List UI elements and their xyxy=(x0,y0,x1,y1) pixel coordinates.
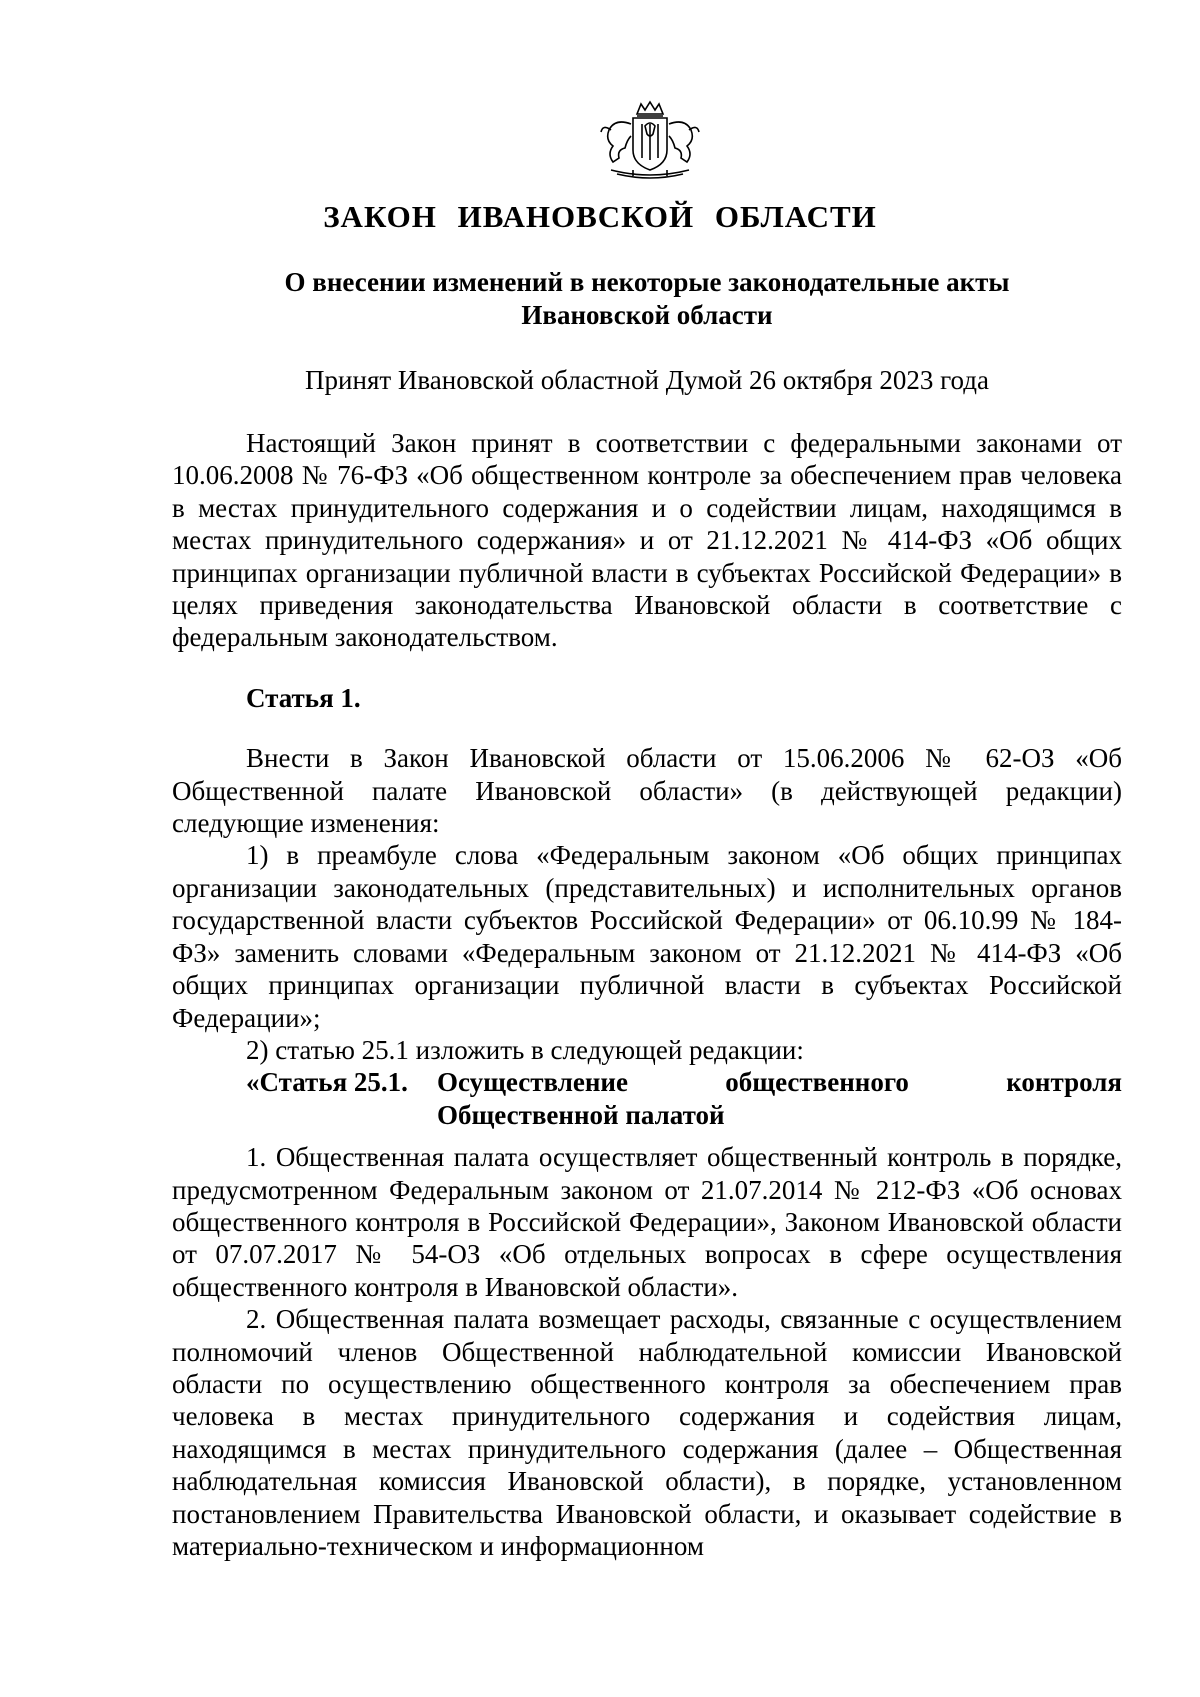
article-25-1-number: «Статья 25.1. xyxy=(246,1067,408,1098)
article-25-1-title-word: Осуществление xyxy=(437,1067,628,1098)
law-body xyxy=(172,427,1122,1562)
law-title-word: ЗАКОН xyxy=(323,199,437,234)
subtitle-line: Ивановской области xyxy=(521,300,773,330)
article-25-1-heading xyxy=(246,1066,1122,1131)
subtitle-line: О внесении изменений в некоторые законодательные акты xyxy=(284,267,1010,297)
article-25-1-para-2: 2. Общественная палата возмещает расходы, связанные с осуществлением полномочий членов Общественной наблюдательной комиссии Ивановской области по осуществлению общественного контроля за обеспечением прав человека в местах принудительного содержания и содействия лицам, находящимся в местах принудительного содержания (далее – Общественная наблюдательная комиссия Ивановской области), в порядке, установленном постановлением Правительства Ивановской области, и оказывает содействие в материально-техническом и информационном xyxy=(172,1304,1122,1561)
law-subtitle xyxy=(172,266,1122,332)
adoption-date-line: Принят Ивановской областной Думой 26 октября 2023 года xyxy=(305,365,989,395)
law-title xyxy=(0,199,1200,235)
article-25-1-title-word: общественного xyxy=(725,1067,909,1098)
article-1-heading: Статья 1. xyxy=(246,682,361,713)
article-1-item-2: 2) статью 25.1 изложить в следующей редакции: xyxy=(246,1034,804,1065)
law-title-word: ИВАНОВСКОЙ xyxy=(457,199,695,234)
article-25-1-para-1: 1. Общественная палата осуществляет общественный контроль в порядке, предусмотренном Федеральным законом от 21.07.2014 № 212-ФЗ «Об основах общественного контроля в Российской Федерации», Законом Ивановской области от 07.07.2017 № 54-ОЗ «Об отдельных вопросах в сфере осуществления общественного контроля в Ивановской области». xyxy=(172,1142,1122,1302)
article-1-intro: Внести в Закон Ивановской области от 15.06.2006 № 62-ОЗ «Об Общественной палате Ивановской области» (в действующей редакции) следующие изменения: xyxy=(172,743,1122,839)
article-25-1-title xyxy=(437,1066,1122,1131)
law-title-word: ОБЛАСТИ xyxy=(714,199,877,234)
article-25-1-title-line: Общественной палатой xyxy=(437,1099,725,1130)
preamble-paragraph: Настоящий Закон принят в соответствии с федеральными законами от 10.06.2008 № 76-ФЗ «Об общественном контроле за обеспечением прав человека в местах принудительного содержания и о содействии лицам, находящимся в местах принудительного содержания» и от 21.12.2021 № 414-ФЗ «Об общих принципах организации публичной власти в субъектах Российской Федерации» в целях приведения законодательства Ивановской области в соответствие с федеральным законодательством. xyxy=(172,428,1122,653)
coat-of-arms-icon xyxy=(593,100,707,182)
article-1-item-1: 1) в преамбуле слова «Федеральным законом «Об общих принципах организации законодательных (представительных) и исполнительных органов государственной власти субъектов Российской Федерации» от 06.10.99 № 184-ФЗ» заменить словами «Федеральным законом от 21.12.2021 № 414-ФЗ «Об общих принципах организации публичной власти в субъектах Российской Федерации»; xyxy=(172,840,1122,1033)
article-25-1-title-word: контроля xyxy=(1006,1067,1122,1098)
